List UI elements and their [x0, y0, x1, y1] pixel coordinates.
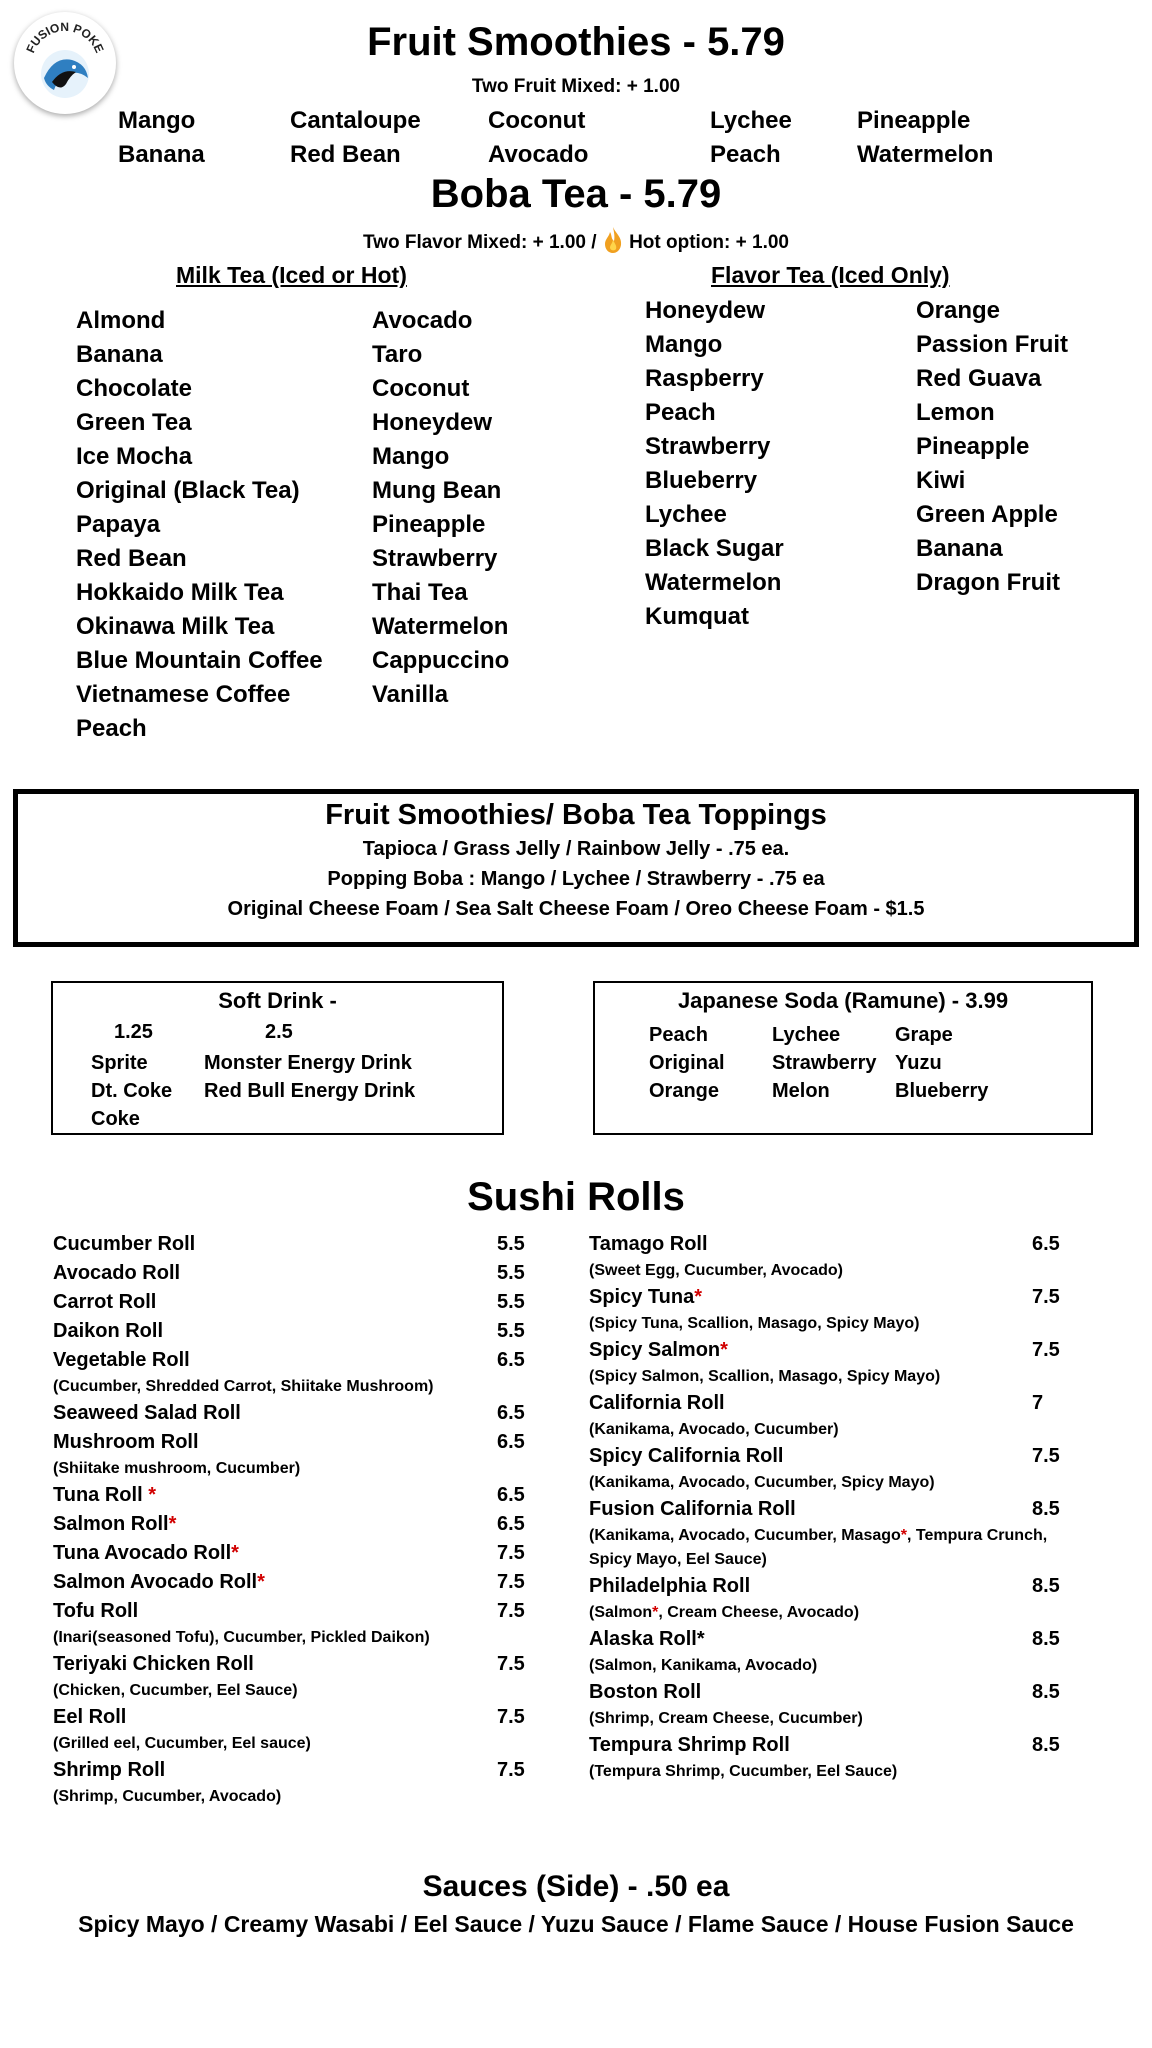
roll-price: 5.5: [497, 1291, 525, 1313]
roll-name-text: Tuna Avocado Roll: [53, 1542, 232, 1564]
roll-name: Alaska Roll*: [589, 1628, 705, 1650]
fruit-column-2: [290, 104, 421, 172]
milk-tea-item: Watermelon: [372, 613, 509, 640]
roll-description: (Grilled eel, Cucumber, Eel sauce): [53, 1735, 311, 1752]
roll-price: 5.5: [497, 1320, 525, 1342]
roll-description: (Kanikama, Avocado, Cucumber): [589, 1421, 839, 1438]
milk-tea-item: Okinawa Milk Tea: [76, 613, 275, 640]
roll-description: (Shiitake mushroom, Cucumber): [53, 1460, 301, 1477]
flavor-tea-item: Blueberry: [645, 467, 758, 494]
flavor-tea-item: Green Apple: [916, 501, 1058, 528]
ramune-item: Original: [649, 1052, 725, 1074]
flavor-tea-item: Strawberry: [645, 433, 771, 460]
milk-tea-item: Red Bean: [76, 545, 187, 572]
raw-star-icon: *: [652, 1604, 659, 1621]
ramune-item: Strawberry: [772, 1052, 877, 1074]
ramune-item: Yuzu: [895, 1052, 942, 1074]
roll-description: (Inari(seasoned Tofu), Cucumber, Pickled Daikon): [53, 1629, 430, 1646]
roll-name-text: Tuna Roll: [53, 1484, 149, 1506]
roll-price: 7: [1032, 1392, 1044, 1414]
soft-drink-column-2: [204, 1049, 415, 1105]
flavor-tea-column-2: [916, 294, 1068, 600]
fruit-item: Lychee: [710, 107, 792, 134]
roll-description: (Salmon, Kanikama, Avocado): [589, 1657, 818, 1674]
flavor-tea-item: Orange: [916, 297, 1001, 324]
roll-description: (Shrimp, Cucumber, Avocado): [53, 1788, 282, 1805]
milk-tea-item: Pineapple: [372, 511, 486, 538]
fruit-item: Cantaloupe: [290, 107, 421, 134]
milk-tea-item: Strawberry: [372, 545, 498, 572]
roll-name: [589, 1286, 702, 1309]
roll-name: Seaweed Salad Roll: [53, 1402, 241, 1424]
roll-name-text: Salmon Roll: [53, 1513, 169, 1535]
roll-name: Fusion California Roll: [589, 1498, 796, 1520]
raw-star-icon: *: [168, 1513, 177, 1535]
roll-description-text: , Cream Cheese, Avocado): [658, 1604, 860, 1621]
smoothies-title: Fruit Smoothies - 5.79: [367, 20, 785, 64]
roll-price: 5.5: [497, 1233, 525, 1255]
milk-tea-item: Mung Bean: [372, 477, 502, 504]
flavor-tea-item: Raspberry: [645, 365, 764, 392]
roll-price: 6.5: [497, 1513, 525, 1535]
milk-tea-item: Vanilla: [372, 681, 449, 708]
roll-name: [53, 1513, 176, 1536]
roll-price: 8.5: [1032, 1575, 1060, 1597]
milk-tea-item: Original (Black Tea): [76, 477, 300, 504]
soft-drink-column-1: [91, 1049, 172, 1133]
logo-text: FUSION POKE: [23, 19, 107, 55]
roll-name: [589, 1339, 728, 1362]
roll-price: 7.5: [497, 1600, 525, 1622]
roll-name: [53, 1542, 239, 1565]
ramune-item: Peach: [649, 1024, 708, 1046]
roll-name: Shrimp Roll: [53, 1759, 166, 1781]
roll-price: 7.5: [497, 1571, 525, 1593]
roll-description: (Sweet Egg, Cucumber, Avocado): [589, 1262, 843, 1279]
roll-description: (Spicy Tuna, Scallion, Masago, Spicy Mayo): [589, 1315, 920, 1332]
raw-star-icon: *: [231, 1542, 239, 1564]
roll-description: (Spicy Salmon, Scallion, Masago, Spicy Mayo): [589, 1368, 941, 1385]
flavor-tea-item: Dragon Fruit: [916, 569, 1060, 596]
milk-tea-item: Green Tea: [76, 409, 192, 436]
roll-name: Tofu Roll: [53, 1600, 139, 1622]
flavor-tea-item: Black Sugar: [645, 535, 784, 562]
ramune-item: Melon: [772, 1080, 830, 1102]
roll-name: Daikon Roll: [53, 1320, 164, 1342]
milk-tea-item: Blue Mountain Coffee: [76, 647, 323, 674]
fruit-item: Mango: [118, 107, 196, 134]
ramune-box: [593, 981, 1093, 1135]
milk-tea-item: Mango: [372, 443, 450, 470]
milk-tea-column-1: [76, 304, 323, 746]
fruit-item: Watermelon: [857, 141, 994, 168]
roll-name: Eel Roll: [53, 1706, 127, 1728]
milk-tea-item: Honeydew: [372, 409, 493, 436]
boba-subtitle: [0, 226, 1152, 254]
milk-tea-heading: Milk Tea (Iced or Hot): [176, 262, 407, 288]
roll-description: (Cucumber, Shredded Carrot, Shiitake Mushroom): [53, 1378, 434, 1395]
toppings-line: Original Cheese Foam / Sea Salt Cheese Foam / Oreo Cheese Foam - $1.5: [227, 898, 925, 920]
smoothies-subtitle: Two Fruit Mixed: + 1.00: [471, 76, 681, 97]
roll-price: 7.5: [1032, 1286, 1060, 1308]
roll-name: Tamago Roll: [589, 1233, 708, 1255]
toppings-line: Tapioca / Grass Jelly / Rainbow Jelly - .75 ea.: [362, 838, 790, 860]
milk-tea-item: Peach: [76, 715, 147, 742]
milk-tea-item: Almond: [76, 307, 166, 334]
fruit-column-3: [488, 104, 588, 172]
boba-subtitle-mixed: Two Flavor Mixed: + 1.00 /: [362, 232, 597, 253]
sauces-title: Sauces (Side) - .50 ea: [422, 1870, 730, 1903]
ramune-item: Blueberry: [895, 1080, 989, 1102]
milk-tea-item: Hokkaido Milk Tea: [76, 579, 284, 606]
roll-description: [589, 1527, 1047, 1545]
roll-price: 7.5: [497, 1706, 525, 1728]
flavor-tea-item: Kiwi: [916, 467, 966, 494]
roll-name: Avocado Roll: [53, 1262, 181, 1284]
milk-tea-item: Chocolate: [76, 375, 193, 402]
fruit-item: Red Bean: [290, 141, 401, 168]
roll-price: 7.5: [497, 1759, 525, 1781]
roll-description: (Kanikama, Avocado, Cucumber, Spicy Mayo): [589, 1474, 935, 1491]
flavor-tea-item: Passion Fruit: [916, 331, 1069, 358]
flavor-tea-item: Lemon: [916, 399, 995, 426]
roll-name-text: Spicy Salmon: [589, 1339, 721, 1361]
milk-tea-item: Banana: [76, 341, 163, 368]
roll-price: 5.5: [497, 1262, 525, 1284]
roll-price: 7.5: [1032, 1445, 1060, 1467]
toppings-line: Popping Boba : Mango / Lychee / Strawberry - .75 ea: [327, 868, 825, 890]
raw-star-icon: *: [148, 1484, 156, 1506]
fruit-column-4: [710, 104, 792, 172]
ramune-title: Japanese Soda (Ramune) - 3.99: [677, 988, 1009, 1013]
soft-drink-price-2: 2.5: [265, 1021, 293, 1043]
flavor-tea-item: Peach: [645, 399, 716, 426]
roll-name: Boston Roll: [589, 1681, 702, 1703]
ramune-column-3: [895, 1021, 988, 1105]
roll-description: (Tempura Shrimp, Cucumber, Eel Sauce): [589, 1763, 898, 1780]
roll-name-text: Spicy Tuna: [589, 1286, 695, 1308]
roll-name: [53, 1484, 156, 1507]
roll-description-text: (Salmon: [589, 1604, 653, 1621]
flavor-tea-item: Pineapple: [916, 433, 1030, 460]
roll-price: 6.5: [497, 1349, 525, 1371]
toppings-box: [13, 789, 1139, 947]
roll-price: 8.5: [1032, 1498, 1060, 1520]
fruit-item: Avocado: [488, 141, 589, 168]
milk-tea-item: Coconut: [372, 375, 470, 402]
roll-price: 6.5: [497, 1484, 525, 1506]
roll-price: 6.5: [1032, 1233, 1060, 1255]
flavor-tea-item: Red Guava: [916, 365, 1042, 392]
roll-description: [589, 1604, 859, 1622]
ramune-column-2: [772, 1021, 877, 1105]
boba-subtitle-hot: Hot option: + 1.00: [629, 232, 790, 253]
boba-title: Boba Tea - 5.79: [430, 172, 722, 216]
flavor-tea-item: Banana: [916, 535, 1003, 562]
soft-drink-item: Monster Energy Drink: [204, 1052, 412, 1074]
roll-price: 7.5: [1032, 1339, 1060, 1361]
ramune-item: Orange: [649, 1080, 720, 1102]
flavor-tea-item: Kumquat: [645, 603, 749, 630]
sauces-list: Spicy Mayo / Creamy Wasabi / Eel Sauce / Yuzu Sauce / Flame Sauce / House Fusion Sauce: [78, 1911, 1074, 1937]
roll-price: 8.5: [1032, 1734, 1060, 1756]
fruit-column-1: [118, 104, 205, 172]
sushi-title: Sushi Rolls: [467, 1175, 685, 1219]
soft-drink-title: Soft Drink -: [218, 988, 337, 1013]
milk-tea-item: Ice Mocha: [76, 443, 193, 470]
roll-name: Philadelphia Roll: [589, 1575, 751, 1597]
soft-drink-item: Sprite: [91, 1052, 148, 1074]
flavor-tea-item: Lychee: [645, 501, 727, 528]
ramune-item: Grape: [895, 1024, 953, 1046]
milk-tea-item: Cappuccino: [372, 647, 510, 674]
roll-name: Spicy California Roll: [589, 1445, 784, 1467]
roll-price: 8.5: [1032, 1681, 1060, 1703]
fruit-item: Coconut: [488, 107, 586, 134]
milk-tea-item: Avocado: [372, 307, 473, 334]
milk-tea-item: Vietnamese Coffee: [76, 681, 291, 708]
raw-star-icon: *: [694, 1286, 703, 1308]
milk-tea-column-2: [372, 304, 509, 712]
roll-name: Mushroom Roll: [53, 1431, 199, 1453]
roll-description-text: (Kanikama, Avocado, Cucumber, Masago: [589, 1527, 901, 1544]
ramune-item: Lychee: [772, 1024, 841, 1046]
fruit-item: Pineapple: [857, 107, 971, 134]
roll-price: 7.5: [497, 1653, 525, 1675]
milk-tea-item: Taro: [372, 341, 423, 368]
roll-description: (Shrimp, Cream Cheese, Cucumber): [589, 1710, 863, 1727]
milk-tea-item: Thai Tea: [372, 579, 468, 606]
fruit-column-5: [857, 104, 993, 172]
roll-price: 7.5: [497, 1542, 525, 1564]
roll-name: Carrot Roll: [53, 1291, 157, 1313]
roll-name-text: Salmon Avocado Roll: [53, 1571, 258, 1593]
soft-drink-item: Dt. Coke: [91, 1080, 173, 1102]
flavor-tea-item: Mango: [645, 331, 723, 358]
flavor-tea-column-1: [645, 294, 784, 634]
roll-price: 6.5: [497, 1431, 525, 1453]
roll-price: 8.5: [1032, 1628, 1060, 1650]
roll-description: Spicy Mayo, Eel Sauce): [589, 1551, 767, 1568]
ramune-column-1: [649, 1021, 725, 1105]
roll-name: Cucumber Roll: [53, 1233, 196, 1255]
raw-star-icon: *: [720, 1339, 728, 1361]
flavor-tea-item: Honeydew: [645, 297, 766, 324]
milk-tea-item: Papaya: [76, 511, 161, 538]
raw-star-icon: *: [900, 1527, 908, 1544]
soft-drink-item: Coke: [91, 1108, 140, 1130]
roll-description: (Chicken, Cucumber, Eel Sauce): [53, 1682, 298, 1699]
roll-name: Teriyaki Chicken Roll: [53, 1653, 254, 1675]
roll-name: California Roll: [589, 1392, 725, 1414]
toppings-title: Fruit Smoothies/ Boba Tea Toppings: [325, 799, 827, 831]
flavor-tea-heading: Flavor Tea (Iced Only): [711, 262, 950, 288]
flavor-tea-item: Watermelon: [645, 569, 782, 596]
soft-drink-price-1: 1.25: [114, 1021, 153, 1043]
roll-name: Vegetable Roll: [53, 1349, 190, 1371]
soft-drink-item: Red Bull Energy Drink: [204, 1080, 416, 1102]
raw-star-icon: *: [257, 1571, 265, 1593]
fruit-item: Peach: [710, 141, 781, 168]
soft-drink-box: [51, 981, 504, 1135]
flame-icon: [602, 226, 624, 254]
fruit-item: Banana: [118, 141, 205, 168]
roll-name: [53, 1571, 265, 1594]
roll-name: Tempura Shrimp Roll: [589, 1734, 790, 1756]
roll-description-text: , Tempura Crunch,: [907, 1527, 1048, 1544]
roll-price: 6.5: [497, 1402, 525, 1424]
